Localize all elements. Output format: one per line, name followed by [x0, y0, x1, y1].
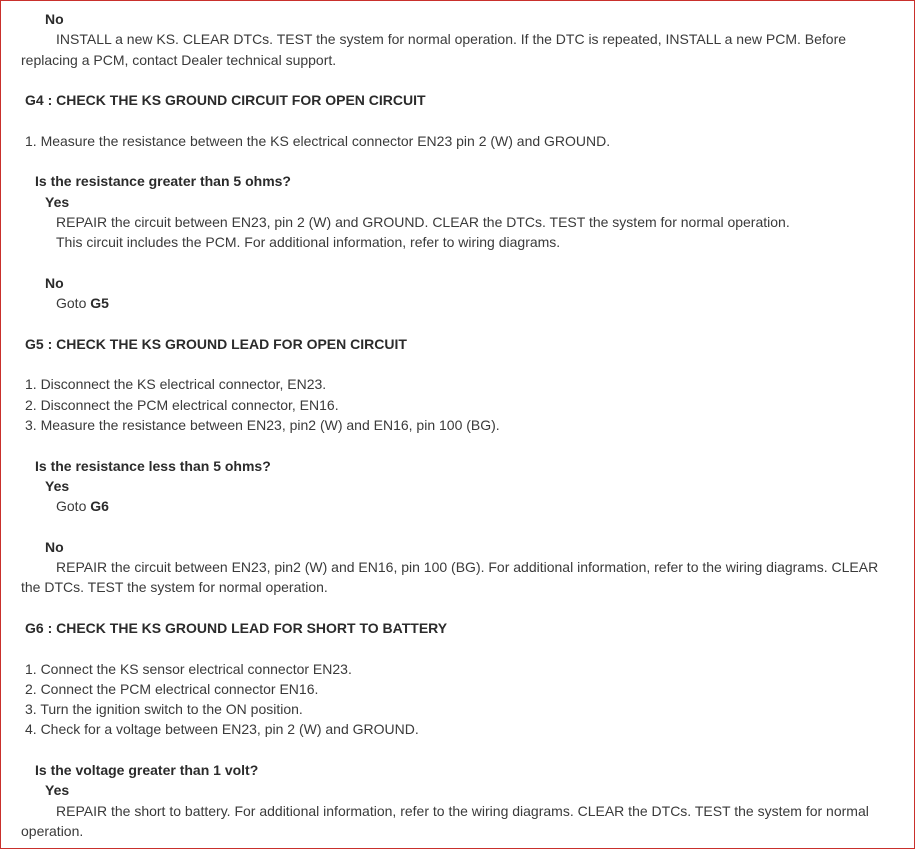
goto-prefix: Goto	[56, 295, 91, 312]
answer-no-text: INSTALL a new KS. CLEAR DTCs. TEST the system for normal operation. If the DTC is repeated, INSTALL a new PCM. Before replacing a PCM, contact Dealer technical support.	[21, 31, 847, 68]
g5-question: Is the resistance less than 5 ohms?	[35, 457, 271, 474]
g5-yes-label: Yes	[45, 477, 70, 494]
step-g4-title: G4 : CHECK THE KS GROUND CIRCUIT FOR OPEN CIRCUIT	[25, 92, 426, 109]
step-g5-title: G5 : CHECK THE KS GROUND LEAD FOR OPEN CIRCUIT	[25, 335, 407, 352]
answer-no-label: No	[45, 11, 64, 27]
g4-no-label: No	[45, 274, 64, 291]
g6-question: Is the voltage greater than 1 volt?	[35, 761, 259, 778]
goto-g5-link[interactable]: G5	[90, 295, 109, 312]
goto-g6-link[interactable]: G6	[90, 498, 109, 515]
step-g6-title: G6 : CHECK THE KS GROUND LEAD FOR SHORT TO BATTERY	[25, 619, 448, 636]
g6-step-3: 3. Turn the ignition switch to the ON position.	[25, 701, 303, 718]
g5-yes-goto	[21, 496, 901, 516]
g6-yes-text: REPAIR the short to battery. For additional information, refer to the wiring diagrams. CLEAR the DTCs. TEST the system for normal operation.	[21, 802, 869, 839]
g5-no-text: REPAIR the circuit between EN23, pin2 (W) and EN16, pin 100 (BG). For additional information, refer to the wiring diagrams. CLEAR the DTCs. TEST the system for normal operation.	[21, 559, 879, 596]
g6-step-1: 1. Connect the KS sensor electrical connector EN23.	[25, 660, 352, 677]
g4-yes-line-2: This circuit includes the PCM. For additional information, refer to wiring diagrams.	[56, 234, 561, 251]
g4-step-1: 1. Measure the resistance between the KS electrical connector EN23 pin 2 (W) and GROUND.	[25, 132, 611, 149]
document-content	[1, 1, 901, 841]
g4-yes-label: Yes	[45, 193, 70, 210]
g5-step-2: 2. Disconnect the PCM electrical connector, EN16.	[25, 396, 339, 413]
g6-yes-label: Yes	[45, 782, 70, 799]
g6-step-2: 2. Connect the PCM electrical connector EN16.	[25, 680, 319, 697]
g5-step-3: 3. Measure the resistance between EN23, pin2 (W) and EN16, pin 100 (BG).	[25, 416, 500, 433]
goto-prefix: Goto	[56, 498, 91, 515]
g4-no-goto	[21, 293, 901, 313]
g4-question: Is the resistance greater than 5 ohms?	[35, 173, 291, 190]
g4-yes-line-1: REPAIR the circuit between EN23, pin 2 (W) and GROUND. CLEAR the DTCs. TEST the system for normal operation.	[56, 213, 790, 230]
g6-step-4: 4. Check for a voltage between EN23, pin 2 (W) and GROUND.	[25, 721, 419, 738]
g5-no-label: No	[45, 538, 64, 555]
g5-step-1: 1. Disconnect the KS electrical connector, EN23.	[25, 376, 327, 393]
